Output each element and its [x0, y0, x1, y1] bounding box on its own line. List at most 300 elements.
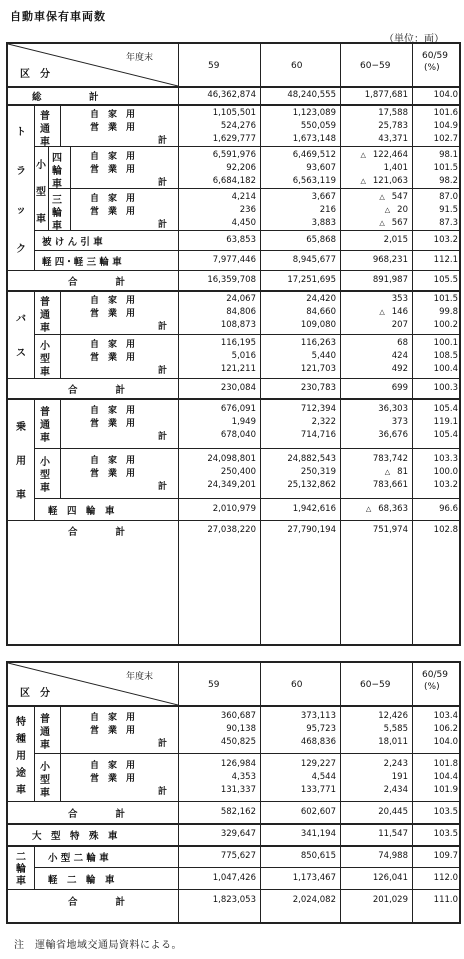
row-divider: [8, 823, 459, 825]
cell-divider: [60, 104, 61, 146]
value-59: 360,687: [220, 711, 256, 721]
col-divider: [178, 663, 179, 922]
row-label: 計: [158, 482, 168, 492]
value-59: 27,038,220: [207, 524, 256, 535]
cell-divider: [60, 398, 61, 448]
group-label: 型: [40, 774, 50, 786]
header-diagonal: [8, 44, 178, 86]
group-label: 小: [36, 160, 46, 172]
value-60: 24,420: [306, 294, 336, 304]
value-ratio: 103.2: [433, 234, 458, 245]
value-59: 121,211: [220, 364, 256, 374]
value-59: 4,450: [231, 218, 256, 228]
value-60: 48,240,555: [287, 89, 336, 100]
row-divider: [34, 146, 459, 147]
value-diff: △ 547: [379, 192, 408, 202]
value-ratio: 103.5: [433, 806, 458, 817]
value-ratio: 104.0: [433, 737, 458, 747]
cell-divider: [48, 188, 49, 230]
group-label: 車: [40, 482, 50, 494]
value-59: 1,629,777: [212, 134, 256, 144]
header-59: 59: [208, 61, 220, 71]
category-label: ト: [16, 126, 26, 138]
value-60: 3,883: [311, 218, 336, 228]
value-59: 24,067: [226, 294, 256, 304]
value-diff: 36,303: [378, 404, 408, 414]
row-label: 営 業 用: [90, 774, 136, 784]
decrease-mark: △: [360, 151, 373, 159]
value-60: 17,251,695: [287, 274, 336, 285]
value-60: 550,059: [300, 121, 336, 131]
vehicle-table-1: [6, 42, 461, 646]
value-diff: 201,029: [372, 894, 408, 905]
value-59: 4,214: [231, 192, 256, 202]
value-ratio: 98.2: [439, 176, 458, 186]
value-diff: 2,015: [383, 234, 408, 245]
value-diff: △ 81: [384, 467, 408, 477]
value-ratio: 105.5: [433, 274, 458, 285]
value-ratio: 109.7: [433, 850, 458, 861]
group-label: 車: [36, 213, 46, 225]
value-59: 46,362,874: [207, 89, 256, 100]
cell-divider: [70, 146, 71, 188]
value-diff: 2,434: [383, 785, 408, 795]
row-label: 小 型 二 輪 車: [48, 852, 109, 864]
row-divider: [34, 448, 459, 449]
value-60: 121,703: [300, 364, 336, 374]
col-divider: [412, 663, 413, 922]
cell-divider: [34, 334, 35, 378]
row-label: 営 業 用: [90, 469, 136, 479]
value-diff: 783,742: [372, 454, 408, 464]
value-ratio: 103.4: [433, 711, 458, 721]
value-59: 6,591,976: [212, 150, 256, 160]
row-label: 営 業 用: [90, 309, 136, 319]
value-ratio: 96.6: [439, 503, 458, 514]
row-divider: [48, 188, 459, 189]
value-diff: 191: [391, 772, 408, 782]
value-diff: 1,877,681: [364, 89, 408, 100]
value-59: 2,010,979: [212, 503, 256, 514]
value-diff: 25,783: [378, 121, 408, 131]
row-label: 自 家 用: [90, 194, 136, 204]
row-label: 計: [158, 220, 168, 230]
value-60: 6,563,119: [292, 176, 336, 186]
group-label: 車: [40, 739, 50, 751]
row-label: 軽 四 輪 車: [48, 505, 115, 517]
value-ratio: 103.5: [433, 828, 458, 839]
value-diff: △ 68,363: [365, 503, 408, 514]
cell-divider: [34, 867, 35, 889]
category-label: 車: [16, 876, 26, 887]
value-59: 1,047,426: [212, 872, 256, 883]
row-label: 合 計: [68, 896, 126, 908]
row-divider: [8, 889, 459, 890]
row-label: 営 業 用: [90, 353, 136, 363]
value-diff: 74,988: [378, 850, 408, 861]
row-divider: [8, 845, 459, 847]
value-60: 6,469,512: [292, 150, 336, 160]
group-label: 三: [52, 194, 62, 206]
value-59: 775,627: [220, 850, 256, 861]
cell-divider: [34, 448, 35, 498]
row-label: 合 計: [68, 808, 126, 820]
value-59: 24,349,201: [207, 480, 256, 490]
category-label: 車: [16, 785, 26, 797]
col-divider: [260, 663, 261, 922]
value-60: 468,836: [300, 737, 336, 747]
row-label: 計: [158, 366, 168, 376]
row-label: 自 家 用: [90, 761, 136, 771]
cell-divider: [34, 753, 35, 801]
value-60: 602,607: [300, 806, 336, 817]
value-ratio: 100.4: [433, 364, 458, 374]
value-diff: 20,445: [378, 806, 408, 817]
decrease-mark: △: [379, 219, 392, 227]
value-ratio: 111.0: [433, 894, 458, 905]
value-59: 92,206: [226, 163, 256, 173]
row-divider: [34, 250, 459, 251]
category-label: 輪: [16, 864, 26, 875]
value-diff: 18,011: [378, 737, 408, 747]
row-divider: [34, 498, 459, 499]
value-60: 3,667: [311, 192, 336, 202]
value-59: 4,353: [231, 772, 256, 782]
page-title: 自動車保有車両数: [10, 10, 106, 23]
value-diff: 126,041: [372, 872, 408, 883]
category-label: ッ: [16, 204, 26, 216]
col-divider: [340, 44, 341, 644]
value-ratio: 112.0: [433, 872, 458, 883]
row-divider: [8, 378, 459, 379]
value-ratio: 103.3: [433, 454, 458, 464]
row-label: 合 計: [68, 526, 126, 538]
value-ratio: 104.4: [433, 772, 458, 782]
value-59: 236: [239, 205, 256, 215]
value-diff: 891,987: [372, 274, 408, 285]
value-ratio: 101.8: [433, 759, 458, 769]
row-label: 営 業 用: [90, 726, 136, 736]
category-label: 途: [16, 768, 26, 780]
value-ratio: 87.0: [439, 192, 458, 202]
value-ratio: 100.0: [433, 467, 458, 477]
value-60: 25,132,862: [287, 480, 336, 490]
value-ratio: 102.7: [433, 134, 458, 144]
category-label: ク: [16, 243, 26, 255]
value-diff: 2,243: [383, 759, 408, 769]
value-diff: 43,371: [378, 134, 408, 144]
value-60: 341,194: [300, 828, 336, 839]
group-label: 車: [40, 322, 50, 334]
value-ratio: 119.1: [433, 417, 458, 427]
value-ratio: 91.5: [439, 205, 458, 215]
value-60: 1,673,148: [292, 134, 336, 144]
value-59: 678,040: [220, 430, 256, 440]
group-label: 車: [52, 220, 62, 232]
row-label: 総 計: [32, 91, 99, 103]
cell-divider: [70, 188, 71, 230]
vehicle-table-2: [6, 661, 461, 924]
cell-divider: [34, 398, 35, 448]
value-diff: 353: [391, 294, 408, 304]
group-label: 輪: [52, 207, 62, 219]
value-60: 230,783: [300, 382, 336, 393]
value-60: 1,942,616: [292, 503, 336, 514]
row-label: 計: [158, 136, 168, 146]
value-60: 216: [319, 205, 336, 215]
header-diff: 60−59: [360, 680, 391, 690]
value-ratio: 101.6: [433, 108, 458, 118]
header-ratio: 60/59: [422, 51, 448, 61]
value-ratio: 101.5: [433, 163, 458, 173]
group-label: 車: [40, 787, 50, 799]
value-ratio: 104.0: [433, 89, 458, 100]
cell-divider: [34, 845, 35, 867]
value-ratio: 106.2: [433, 724, 458, 734]
value-60: 133,771: [300, 785, 336, 795]
category-label: 二: [16, 852, 26, 863]
header-kubun: 区 分: [20, 69, 50, 80]
value-60: 93,607: [306, 163, 336, 173]
value-diff: 11,547: [378, 828, 408, 839]
row-divider: [8, 104, 459, 106]
value-60: 714,716: [300, 430, 336, 440]
cell-divider: [60, 290, 61, 334]
value-60: 116,263: [300, 338, 336, 348]
value-59: 108,873: [220, 320, 256, 330]
value-60: 373,113: [300, 711, 336, 721]
cell-divider: [34, 146, 35, 230]
row-divider: [8, 801, 459, 802]
value-60: 95,723: [306, 724, 336, 734]
row-label: 営 業 用: [90, 165, 136, 175]
value-60: 129,227: [300, 759, 336, 769]
value-59: 6,684,182: [212, 176, 256, 186]
group-label: 通: [40, 309, 50, 321]
value-60: 850,615: [300, 850, 336, 861]
category-label: 用: [16, 751, 26, 762]
value-59: 90,138: [226, 724, 256, 734]
value-59: 329,647: [220, 828, 256, 839]
row-label: 自 家 用: [90, 456, 136, 466]
value-59: 524,276: [220, 121, 256, 131]
row-label: 自 家 用: [90, 340, 136, 350]
value-diff: 424: [391, 351, 408, 361]
header-ratio-unit: (%): [424, 682, 440, 692]
value-diff: 12,426: [378, 711, 408, 721]
value-diff: 751,974: [372, 524, 408, 535]
group-label: 四: [52, 152, 62, 164]
col-divider: [412, 44, 413, 644]
cell-divider: [60, 334, 61, 378]
row-label: 大 型 特 殊 車: [32, 830, 118, 842]
value-ratio: 100.3: [433, 382, 458, 393]
value-59: 250,400: [220, 467, 256, 477]
value-diff: 699: [391, 382, 408, 393]
value-ratio: 103.2: [433, 480, 458, 490]
category-label: 特: [16, 716, 26, 728]
cell-divider: [34, 230, 35, 250]
group-label: 通: [40, 123, 50, 135]
row-label: 自 家 用: [90, 406, 136, 416]
group-label: 車: [40, 366, 50, 378]
row-divider: [34, 334, 459, 335]
value-60: 27,790,194: [287, 524, 336, 535]
row-label: 計: [158, 432, 168, 442]
value-ratio: 112.1: [433, 254, 458, 265]
value-diff: 5,585: [383, 724, 408, 734]
value-ratio: 100.2: [433, 320, 458, 330]
value-59: 126,984: [220, 759, 256, 769]
value-60: 5,440: [311, 351, 336, 361]
row-label: 被 け ん 引 車: [42, 236, 103, 248]
value-diff: 783,661: [372, 480, 408, 490]
value-59: 5,016: [231, 351, 256, 361]
category-label: ス: [16, 348, 26, 359]
value-59: 84,806: [226, 307, 256, 317]
category-label: 乗: [16, 422, 26, 433]
value-59: 1,949: [231, 417, 256, 427]
value-diff: 492: [391, 364, 408, 374]
header-60: 60: [291, 680, 303, 690]
col-divider: [340, 663, 341, 922]
row-divider: [8, 290, 459, 292]
category-label: バ: [16, 314, 26, 325]
value-diff: 207: [391, 320, 408, 330]
header-diff: 60−59: [360, 61, 391, 71]
header-60: 60: [291, 61, 303, 71]
cell-divider: [60, 705, 61, 753]
value-ratio: 101.5: [433, 294, 458, 304]
group-label: 普: [40, 110, 50, 122]
row-label: 営 業 用: [90, 207, 136, 217]
value-59: 16,359,708: [207, 274, 256, 285]
cell-divider: [34, 250, 35, 270]
row-divider: [34, 753, 459, 754]
cell-divider: [60, 753, 61, 801]
cell-divider: [34, 705, 35, 753]
value-diff: 373: [391, 417, 408, 427]
category-label: ラ: [16, 165, 26, 177]
cell-divider: [48, 146, 49, 188]
row-divider: [34, 867, 459, 868]
group-label: 輪: [52, 165, 62, 177]
value-59: 1,105,501: [212, 108, 256, 118]
value-60: 2,024,082: [292, 894, 336, 905]
value-diff: 68: [397, 338, 408, 348]
value-ratio: 98.1: [439, 150, 458, 160]
value-diff: △ 20: [384, 205, 408, 215]
value-60: 24,882,543: [287, 454, 336, 464]
group-label: 型: [36, 187, 46, 198]
row-label: 軽 二 輪 車: [48, 874, 115, 886]
header-59: 59: [208, 680, 220, 690]
col-divider: [260, 44, 261, 644]
value-diff: 17,588: [378, 108, 408, 118]
row-label: 合 計: [68, 276, 126, 288]
group-label: 通: [40, 726, 50, 738]
value-diff: △ 567: [379, 218, 408, 228]
col-divider: [178, 44, 179, 644]
decrease-mark: △: [365, 504, 379, 513]
group-label: 通: [40, 419, 50, 431]
group-label: 普: [40, 713, 50, 725]
value-59: 131,337: [220, 785, 256, 795]
group-label: 車: [40, 432, 50, 444]
row-divider: [8, 705, 459, 707]
value-ratio: 101.9: [433, 785, 458, 795]
group-label: 型: [40, 353, 50, 365]
row-divider: [8, 398, 459, 400]
value-ratio: 100.1: [433, 338, 458, 348]
value-diff: 968,231: [372, 254, 408, 265]
row-label: 計: [158, 322, 168, 332]
row-label: 計: [158, 178, 168, 188]
value-diff: 36,676: [378, 430, 408, 440]
value-60: 65,868: [306, 234, 336, 245]
value-59: 7,977,446: [212, 254, 256, 265]
decrease-mark: △: [379, 193, 392, 201]
row-label: 計: [158, 739, 168, 749]
category-label: 車: [16, 490, 26, 501]
value-59: 230,084: [220, 382, 256, 393]
value-60: 109,080: [300, 320, 336, 330]
row-label: 合 計: [68, 384, 126, 396]
row-divider: [8, 520, 459, 521]
value-diff: 1,401: [383, 163, 408, 173]
value-59: 1,823,053: [212, 894, 256, 905]
value-59: 676,091: [220, 404, 256, 414]
decrease-mark: △: [360, 177, 373, 185]
row-label: 自 家 用: [90, 296, 136, 306]
group-label: 小: [40, 761, 50, 773]
value-59: 582,162: [220, 806, 256, 817]
footnote: 注 運輸省地域交通局資料による。: [14, 940, 182, 951]
row-label: 軽 四・軽 三 輪 車: [42, 256, 122, 268]
category-label: 種: [16, 733, 26, 745]
unit-label: （単位：両）: [384, 34, 444, 45]
header-nendo: 年度末: [126, 672, 154, 682]
group-label: 小: [40, 456, 50, 468]
cell-divider: [34, 498, 35, 520]
value-ratio: 87.3: [439, 218, 458, 228]
value-59: 63,853: [226, 234, 256, 245]
value-60: 8,945,677: [292, 254, 336, 265]
cell-divider: [34, 290, 35, 334]
group-label: 車: [40, 136, 50, 148]
header-kubun: 区 分: [20, 688, 50, 699]
decrease-mark: △: [384, 468, 398, 476]
value-59: 116,195: [220, 338, 256, 348]
decrease-mark: △: [379, 308, 392, 316]
value-59: 24,098,801: [207, 454, 256, 464]
group-label: 車: [52, 178, 62, 190]
header-ratio: 60/59: [422, 670, 448, 680]
value-ratio: 99.8: [439, 307, 458, 317]
group-label: 型: [40, 469, 50, 481]
value-ratio: 104.9: [433, 121, 458, 131]
row-label: 自 家 用: [90, 713, 136, 723]
value-diff: △ 122,464: [360, 150, 408, 160]
value-60: 1,173,467: [292, 872, 336, 883]
header-ratio-unit: (%): [424, 63, 440, 73]
header-diagonal: [8, 663, 178, 705]
row-label: 自 家 用: [90, 110, 136, 120]
value-ratio: 102.8: [433, 524, 458, 535]
row-label: 営 業 用: [90, 419, 136, 429]
row-label: 計: [158, 787, 168, 797]
value-ratio: 105.4: [433, 430, 458, 440]
